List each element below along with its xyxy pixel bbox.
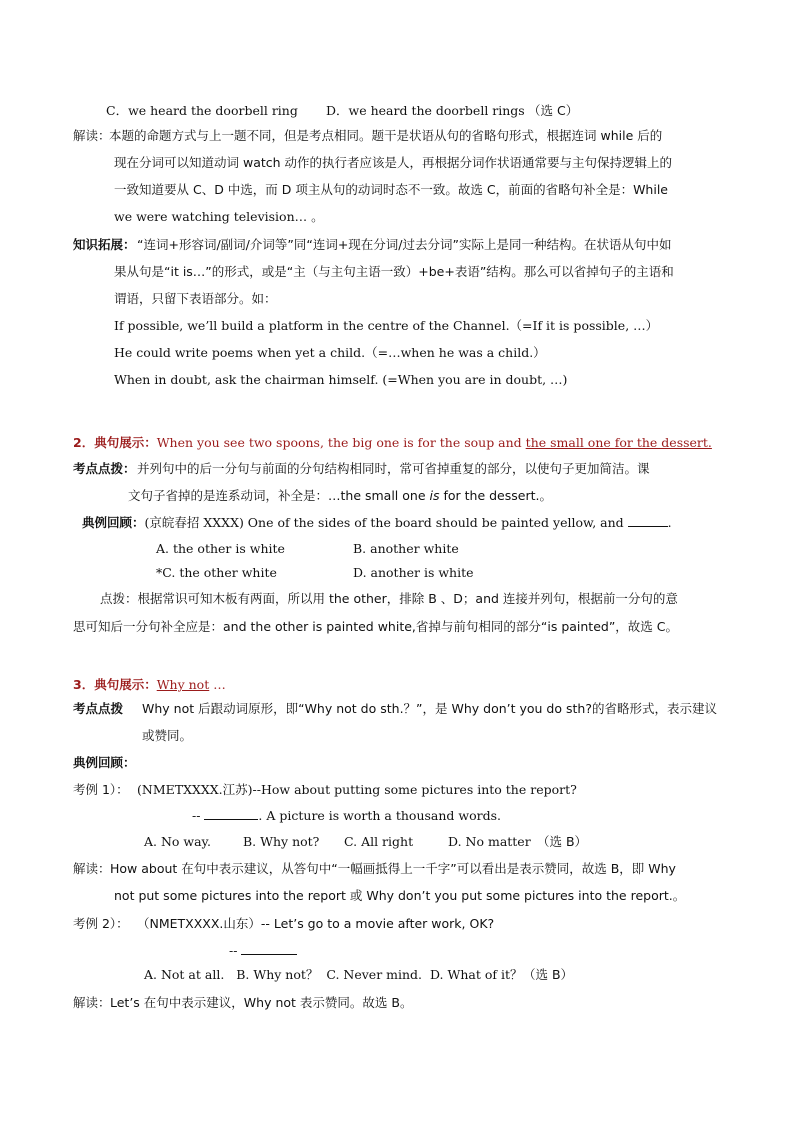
kaodian-is: is <box>429 488 440 503</box>
tuozhan-label: 知识拓展： <box>73 237 136 252</box>
jiedu-line: 本题的命题方式与上一题不同，但是考点相同。题干是状语从句的省略句形式，根据连词 while 后的 <box>109 128 663 143</box>
jiedu2-label: 解读： <box>73 995 111 1010</box>
sec2-kaodian-label: 考点点拨： <box>73 461 136 476</box>
sec3-kaodian-label: 考点点拨 <box>73 701 124 716</box>
example-sentence: He could write poems when yet a child.（=…when he was a child.） <box>114 345 546 360</box>
sec2-kaodian-line <box>128 487 552 505</box>
q2-label: 考例 2）： <box>73 916 129 931</box>
q1-answer: （选 B） <box>537 834 588 849</box>
q1-option-a: A. No way. <box>144 834 211 849</box>
kaodian-text: 文句子省掉的是连系动词，补全是：…the small one <box>128 488 430 503</box>
sec3-heading: 3．典句展示： <box>73 677 157 692</box>
q2-text: （NMETXXXX.山东）-- Let’s go to a movie after work, OK? <box>137 916 495 931</box>
example-sentence: If possible, we’ll build a platform in the centre of the Channel.（=If it is possible, …） <box>114 318 659 333</box>
q2-blank <box>241 942 297 955</box>
answer-note: （选 C） <box>528 103 579 118</box>
jiedu1-line: How about 在句中表示建议，从答句中“一幅画抵得上一千字”可以看出是表示赞同，故选 B，即 Why <box>110 861 676 876</box>
q1-label: 考例 1）： <box>73 782 129 797</box>
q2-options: A. Not at all. B. Why not？ C. Never mind. D. What of it？ <box>144 967 523 982</box>
sec2-sentence-underlined: the small one for the dessert. <box>525 435 712 450</box>
tuozhan-line: 果从句是“it is…”的形式，或是“主（与主句主语一致）+be+表语”结构。那么可以省掉句子的主语和 <box>114 264 674 279</box>
q1-reply-text: . A picture is worth a thousand words. <box>258 808 501 823</box>
jiedu-line: 现在分词可以知道动词 watch 动作的执行者应该是人，再根据分词作状语通常要与主句保持逻辑上的 <box>114 155 673 170</box>
q1-reply <box>192 807 501 825</box>
q2-reply-dash: -- <box>229 943 238 958</box>
option-c: *C. the other white <box>156 565 277 580</box>
sec2-heading-line <box>73 434 712 452</box>
q2-answer: （选 B） <box>523 967 574 982</box>
sec3-huigu-label: 典例回顾： <box>73 755 136 770</box>
huigu-label: 典例回顾： <box>82 515 145 530</box>
jiedu1-line: not put some pictures into the report 或 Why don’t you put some pictures into the report.。 <box>114 888 686 903</box>
sec3-kaodian-line: Why not 后跟动词原形，即“Why not do sth.？”，是 Why don’t you do sth?的省略形式，表示建议 <box>142 701 717 716</box>
q1-option-d: D. No matter <box>448 834 531 849</box>
example-sentence: When in doubt, ask the chairman himself. (=When you are in doubt, …) <box>114 372 568 387</box>
option-d: D. another is white <box>353 565 474 580</box>
q2-reply <box>229 942 297 960</box>
sec3-heading-line <box>73 676 226 694</box>
q1-reply-dash: -- <box>192 808 205 823</box>
dianbo-line: 思可知后一分句补全应是：and the other is painted white,省掉与前句相同的部分“is painted”，故选 C。 <box>73 619 679 634</box>
option-b: B. another white <box>353 541 459 556</box>
sec3-sentence-tail: … <box>209 677 226 692</box>
q1-text: (NMETXXXX.江苏)--How about putting some pictures into the report? <box>137 782 577 797</box>
option-d: D．we heard the doorbell rings <box>326 103 525 118</box>
jiedu-label: 解读： <box>73 128 111 143</box>
sec3-sentence: Why not <box>156 677 210 692</box>
jiedu-line: 一致知道要从 C、D 中选，而 D 项主从句的动词时态不一致。故选 C，前面的省略句补全是：While <box>114 182 668 197</box>
q1-blank <box>204 807 258 820</box>
jiedu2-line: Let’s 在句中表示建议，Why not 表示赞同。故选 B。 <box>110 995 413 1010</box>
dianbo-line: 点拨：根据常识可知木板有两面，所以用 the other，排除 B 、D；and 连接并列句，根据前一分句的意 <box>100 591 678 606</box>
sec3-kaodian-line: 或赞同。 <box>142 728 193 743</box>
kaodian-text-end: for the dessert.。 <box>439 488 552 503</box>
sec2-kaodian-line: 并列句中的后一分句与前面的分句结构相同时，常可省掉重复的部分，以使句子更加简洁。课 <box>137 461 650 476</box>
q1-option-c: C. All right <box>344 834 414 849</box>
sec2-heading: 2．典句展示： <box>73 435 157 450</box>
tuozhan-line: “连词+形容词/副词/介词等”同“连词+现在分词/过去分词”实际上是同一种结构。在状语从句中如 <box>137 237 672 252</box>
tuozhan-line: 谓语，只留下表语部分。如： <box>114 291 277 306</box>
answer-blank <box>628 514 668 527</box>
option-c: C．we heard the doorbell ring <box>106 103 298 118</box>
question-text: (京皖春招 XXXX) One of the sides of the board should be painted yellow, and <box>144 515 624 530</box>
option-a: A. the other is white <box>156 541 285 556</box>
jiedu-line: we were watching television… 。 <box>114 209 324 224</box>
sec2-question-line <box>82 514 672 532</box>
q1-option-b: B. Why not? <box>243 834 320 849</box>
sec2-sentence: When you see two spoons, the big one is for the soup and <box>156 435 526 450</box>
jiedu1-label: 解读： <box>73 861 111 876</box>
question-end: . <box>667 515 672 530</box>
